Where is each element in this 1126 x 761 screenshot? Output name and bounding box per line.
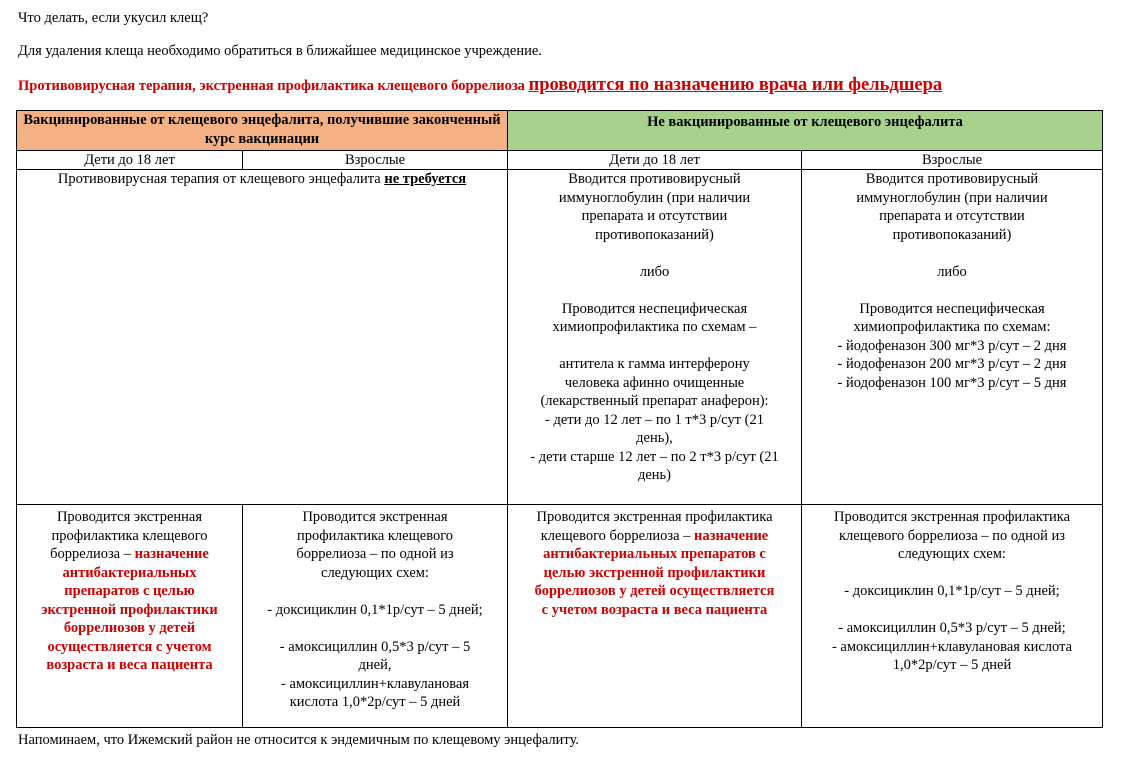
text-line: Вводится противовирусный xyxy=(865,171,1039,187)
text-line: - амоксициллин+клавулановая xyxy=(280,675,469,692)
text-line: иммуноглобулин (при наличии xyxy=(558,189,751,206)
text-line: Вводится противовирусный xyxy=(568,171,741,187)
subheader-children-unvaccinated: Дети до 18 лет xyxy=(508,151,802,170)
text-line: Проводится экстренная xyxy=(302,509,448,525)
text-line: следующих схем: xyxy=(898,546,1006,562)
text-line: - доксициклин 0,1*1р/сут – 5 дней; xyxy=(844,583,1060,599)
text-line: кислота 1,0*2р/сут – 5 дней xyxy=(289,694,461,710)
text-line: Проводится экстренная xyxy=(56,509,203,525)
red-text-line: возраста и веса пациента xyxy=(46,657,213,673)
text-line: - амоксициллин 0,5*3 р/сут – 5 xyxy=(279,638,471,655)
text-line: - дети до 12 лет – по 1 т*3 р/сут (21 xyxy=(545,411,764,428)
cell-unvaccinated-adults-antiviral xyxy=(802,170,1103,505)
text-line xyxy=(21,545,238,564)
text-line: либо xyxy=(937,263,967,280)
text-line: день) xyxy=(637,467,671,483)
text-line: противопоказаний) xyxy=(892,226,1012,243)
text-line: Проводится экстренная профилактика xyxy=(536,509,773,525)
text-line: - йодофеназон 200 мг*3 р/сут – 2 дня xyxy=(837,356,1067,372)
text-line: - амоксициллин+клавулановая кислота xyxy=(831,638,1073,655)
subheader-adults-unvaccinated: Взрослые xyxy=(802,151,1103,170)
text-line: - дети старше 12 лет – по 2 т*3 р/сут (21 xyxy=(530,448,779,465)
question-heading: Что делать, если укусил клещ? xyxy=(18,10,209,26)
prophylaxis-table xyxy=(16,110,1103,728)
cell-vaccinated-antiviral xyxy=(17,170,508,505)
therapy-notice-emphasis: проводится по назначению врача или фельдшера xyxy=(528,75,943,95)
red-text-line: препаратов с целью xyxy=(64,583,195,599)
text-line: антитела к гамма интерферону xyxy=(559,356,750,372)
text-line: 1,0*2р/сут – 5 дней xyxy=(892,657,1012,673)
text-line: препарата и отсутствии xyxy=(879,208,1025,224)
therapy-notice-text: Противовирусная терапия, экстренная профилактика клещевого боррелиоза xyxy=(18,78,529,94)
text-line: - доксициклин 0,1*1р/сут – 5 дней; xyxy=(267,601,483,618)
text-fragment: боррелиоза – xyxy=(50,546,135,562)
red-text-line: целью экстренной профилактики xyxy=(543,564,766,581)
red-text-line: с учетом возраста и веса пациента xyxy=(541,601,768,618)
text-line: профилактика клещевого xyxy=(296,527,454,544)
text-line: профилактика клещевого xyxy=(51,527,208,544)
text-line: иммуноглобулин (при наличии xyxy=(856,189,1048,206)
red-text-line: боррелиозов у детей xyxy=(63,620,196,636)
cell-unvaccinated-children-antiviral xyxy=(508,170,802,505)
header-unvaccinated: Не вакцинированные от клещевого энцефалита xyxy=(508,111,1103,151)
text-line xyxy=(512,527,797,546)
text-line: химиопрофилактика по схемам: xyxy=(853,319,1051,335)
header-vaccinated: Вакцинированные от клещевого энцефалита, получившие законченный курс вакцинации xyxy=(17,111,508,151)
text-line: - амоксициллин 0,5*3 р/сут – 5 дней; xyxy=(838,620,1066,636)
cell-unvaccinated-adults-borreliosis xyxy=(802,505,1103,728)
red-text-fragment: назначение xyxy=(134,546,209,562)
red-text-line: антибактериальных xyxy=(62,564,197,581)
text-line: человека афинно очищенные xyxy=(564,374,745,391)
footer-note: Напоминаем, что Ижемский район не относится к эндемичным по клещевому энцефалиту. xyxy=(18,732,579,748)
text-line: химиопрофилактика по схемам – xyxy=(552,319,757,335)
text-line: либо xyxy=(639,263,670,280)
cell-vaccinated-children-borreliosis xyxy=(17,505,243,728)
red-text-line: боррелиозов у детей осуществляется xyxy=(534,583,775,599)
text-line: день), xyxy=(636,430,673,446)
text-line: клещевого боррелиоза – по одной из xyxy=(839,527,1065,544)
vaccinated-antiviral-text: Противовирусная терапия от клещевого энцефалита xyxy=(57,171,385,187)
text-line: Проводится экстренная профилактика xyxy=(833,509,1071,525)
red-text-line: антибактериальных препаратов с xyxy=(543,546,766,562)
text-line: дней, xyxy=(358,657,392,673)
text-line: следующих схем: xyxy=(321,564,429,581)
red-text-fragment: назначение xyxy=(694,527,769,544)
vaccinated-antiviral-not-required: не требуется xyxy=(384,171,467,187)
text-line: Проводится неспецифическая xyxy=(561,300,748,317)
therapy-notice xyxy=(18,76,942,96)
text-line: Проводится неспецифическая xyxy=(859,300,1045,317)
removal-advice: Для удаления клеща необходимо обратиться в ближайшее медицинское учреждение. xyxy=(18,43,542,59)
text-line: боррелиоза – по одной из xyxy=(296,546,454,562)
text-line: - йодофеназон 300 мг*3 р/сут – 2 дня xyxy=(837,337,1067,354)
text-fragment: клещевого боррелиоза – xyxy=(540,527,695,544)
cell-vaccinated-adults-borreliosis xyxy=(243,505,508,728)
red-text-line: экстренной профилактики xyxy=(41,601,218,618)
text-line: - йодофеназон 100 мг*3 р/сут – 5 дня xyxy=(837,374,1067,391)
subheader-children-vaccinated: Дети до 18 лет xyxy=(17,151,243,170)
text-line: противопоказаний) xyxy=(595,226,714,243)
subheader-adults-vaccinated: Взрослые xyxy=(243,151,508,170)
text-line: (лекарственный препарат анаферон): xyxy=(540,393,769,409)
cell-unvaccinated-children-borreliosis xyxy=(508,505,802,728)
text-line: препарата и отсутствии xyxy=(581,208,728,224)
red-text-line: осуществляется с учетом xyxy=(47,638,212,655)
